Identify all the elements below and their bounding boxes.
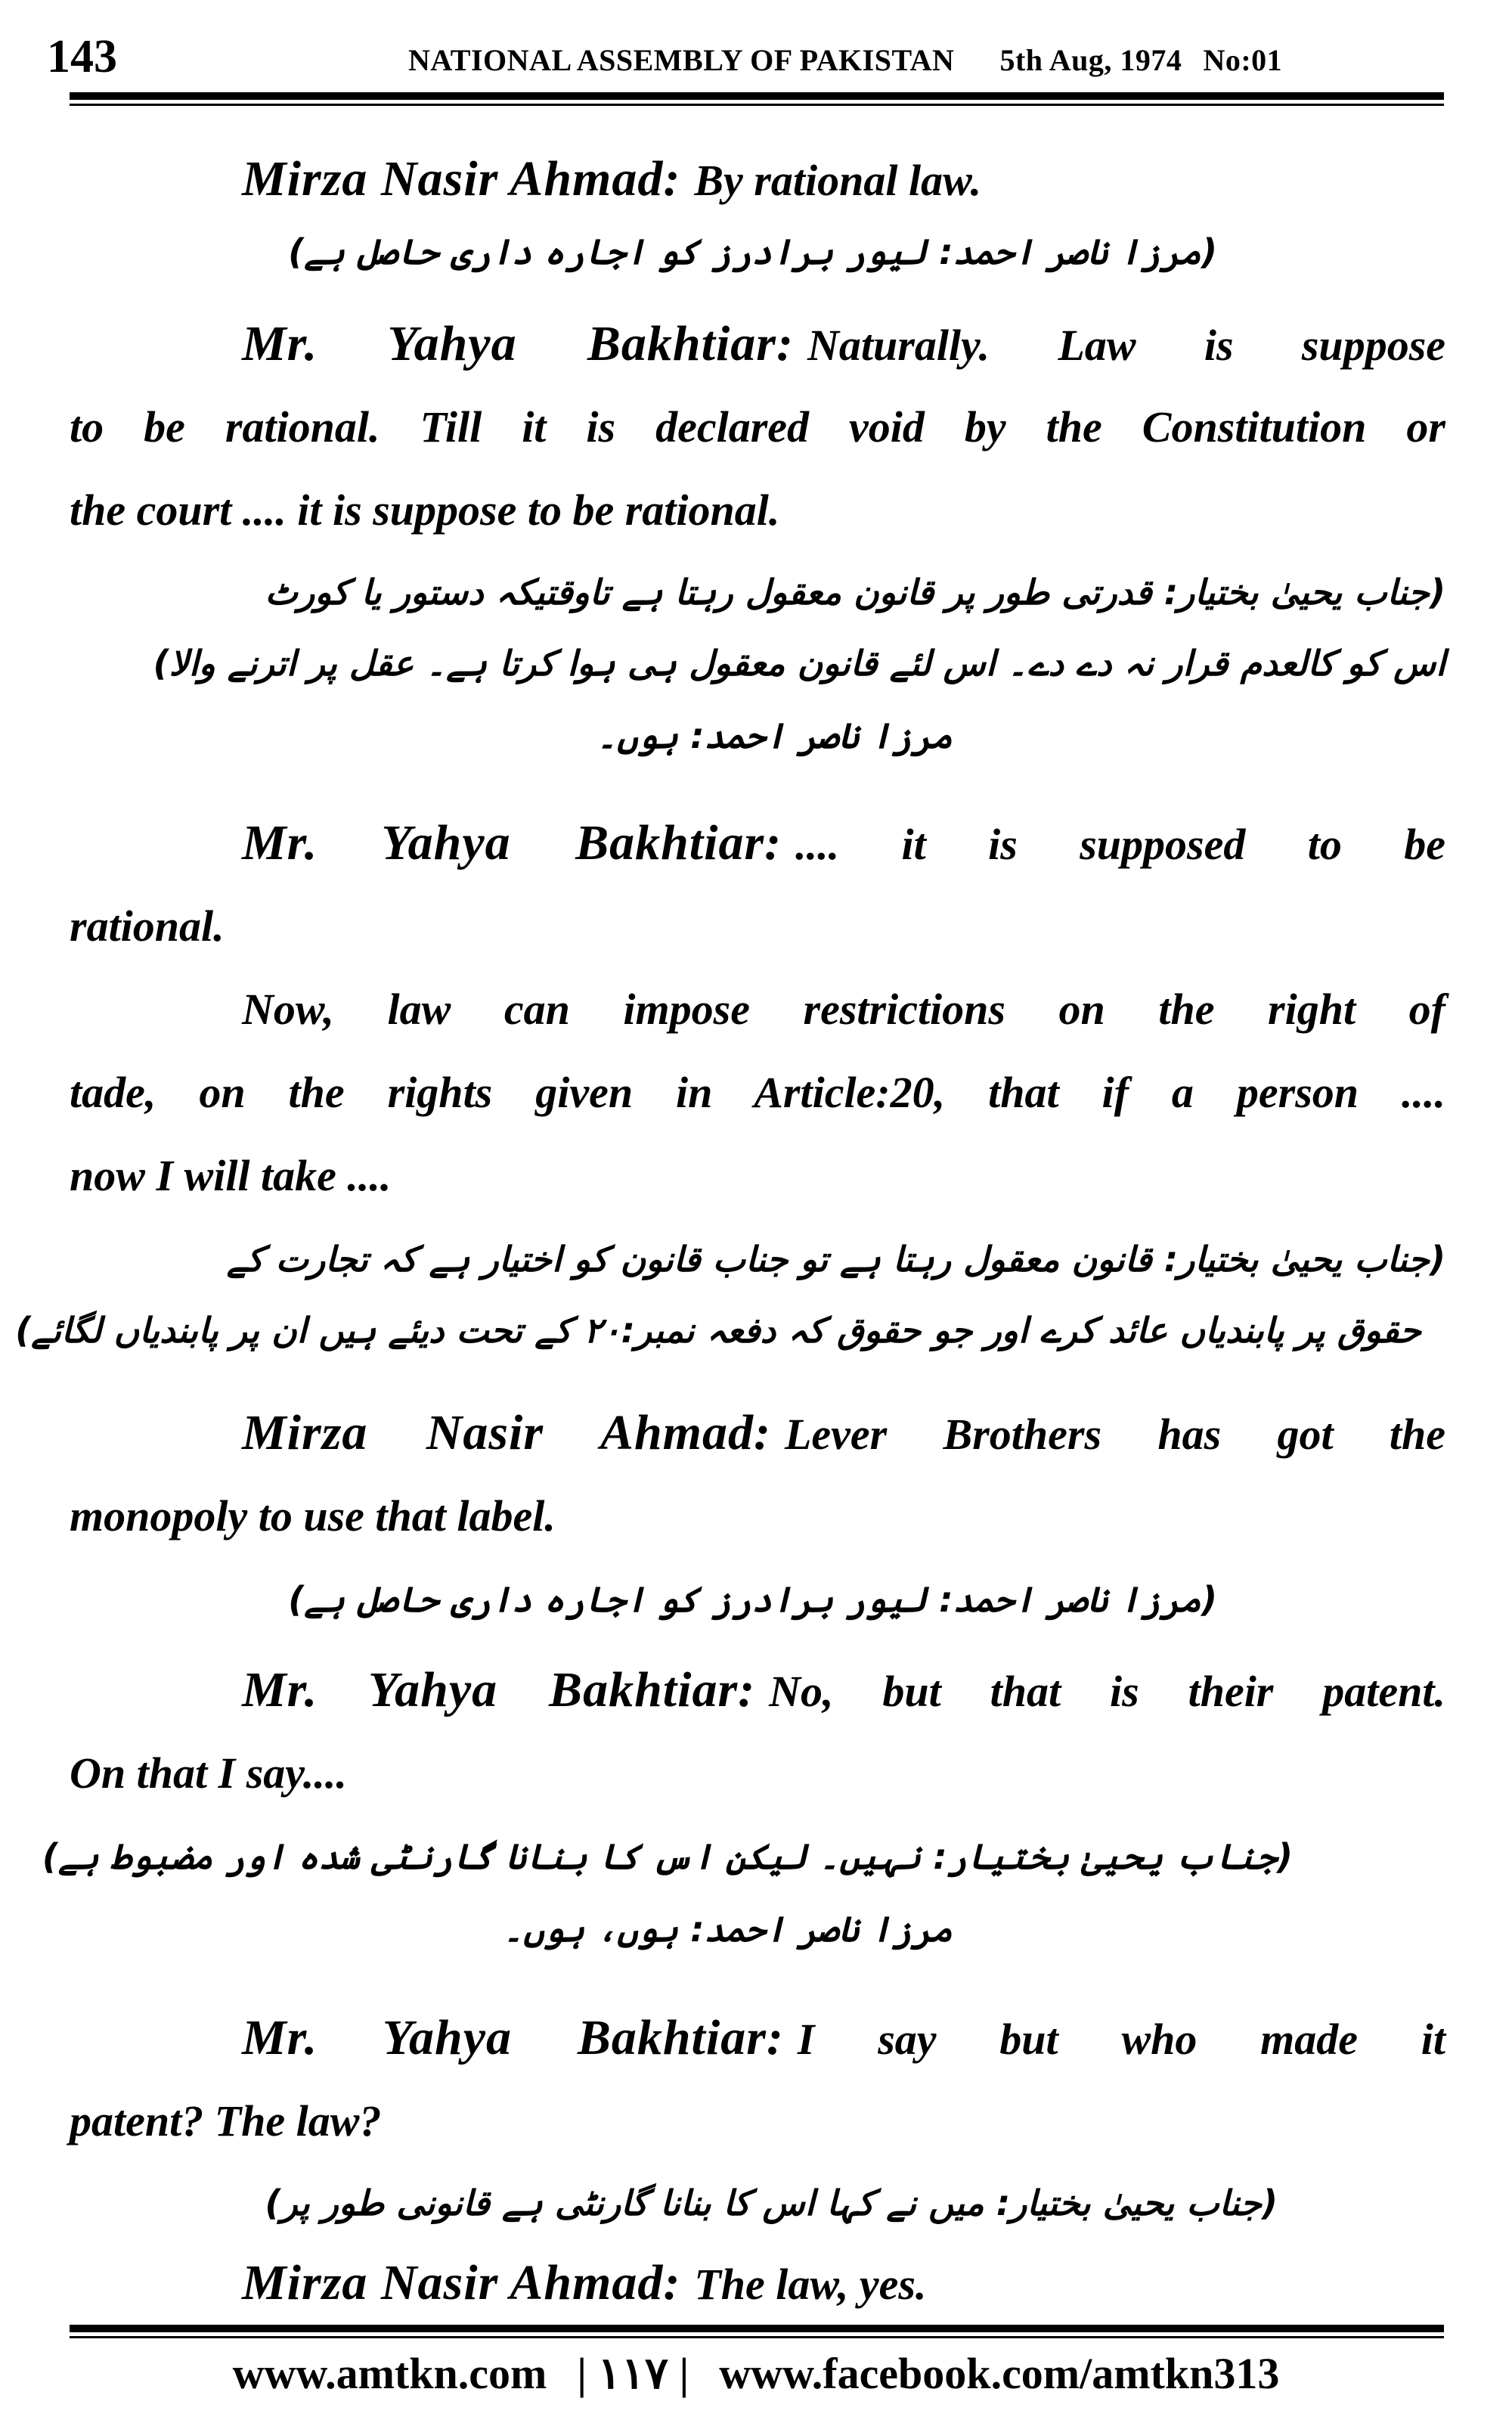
website-link[interactable]: www.amtkn.com xyxy=(232,2349,547,2398)
speech-text: I say but who made it xyxy=(797,2015,1445,2064)
speaker-name: Mr. Yahya Bakhtiar: xyxy=(242,815,782,870)
speech-line: Now, law can impose restrictions on the right of xyxy=(242,985,1445,1034)
speech-line: monopoly to use that label. xyxy=(70,1491,556,1540)
speaker-name: Mirza Nasir Ahmad: xyxy=(242,1405,771,1460)
speech-line: to be rational. Till it is declared void by the Constitution or xyxy=(70,402,1445,451)
urdu-translation: (مرزا ناصر احمد: لیور برادرز کو اجارہ داری حاصل ہے) xyxy=(288,1579,1217,1620)
speech-line: now I will take .... xyxy=(70,1151,392,1200)
transcript-paragraph xyxy=(70,1392,1445,1476)
speaker-name: Mirza Nasir Ahmad: xyxy=(242,2255,681,2310)
transcript-paragraph xyxy=(70,2242,1445,2326)
header-rule-thick xyxy=(70,92,1444,100)
speech-line: On that I say.... xyxy=(70,1748,347,1798)
speech-text: By rational law. xyxy=(694,156,982,205)
urdu-translation: (مرزا ناصر احمد: لیور برادرز کو اجارہ داری حاصل ہے) xyxy=(288,231,1217,272)
transcript-paragraph xyxy=(70,1996,1445,2081)
page-number: 143 xyxy=(47,31,117,82)
header-rule-thin xyxy=(70,104,1444,106)
speech-line: rational. xyxy=(70,901,225,951)
footer-rule-thick xyxy=(70,2325,1444,2332)
speech-text: No, but that is their patent. xyxy=(769,1667,1445,1716)
urdu-translation: مرزا ناصر احمد: ہوں، ہوں۔ xyxy=(503,1909,953,1950)
urdu-translation: (جناب یحییٰ بختیار: نہیں۔ لیکن اس کا بنانا گارنٹی شدہ اور مضبوط ہے) xyxy=(42,1836,1293,1877)
speech-text: .... it is supposed to be xyxy=(795,820,1445,869)
speech-line: patent? The law? xyxy=(70,2096,382,2145)
speech-line: tade, on the rights given in Article:20, that if a person .... xyxy=(70,1068,1445,1117)
footer xyxy=(0,2347,1512,2399)
urdu-translation: (جناب یحییٰ بختیار: قانون معقول رہتا ہے تو جناب قانون کو اختیار ہے کہ تجارت کے xyxy=(226,1239,1445,1280)
urdu-translation: (جناب یحییٰ بختیار: قدرتی طور پر قانون معقول رہتا ہے تاوقتیکہ دستور یا کورٹ xyxy=(265,572,1445,613)
issue-number: No:01 xyxy=(1203,43,1283,77)
urdu-translation: مرزا ناصر احمد: ہوں۔ xyxy=(596,715,953,756)
transcript-paragraph xyxy=(70,302,1445,387)
urdu-translation: اس کو کالعدم قرار نہ دے دے۔ اس لئے قانون معقول ہی ہوا کرتا ہے۔ عقل پر اترنے والا) xyxy=(153,643,1445,684)
transcript-paragraph xyxy=(70,1649,1445,1733)
transcript-paragraph xyxy=(70,138,1445,222)
speech-text: Naturally. Law is suppose xyxy=(807,321,1446,370)
publication-title: NATIONAL ASSEMBLY OF PAKISTAN xyxy=(408,43,955,77)
facebook-link[interactable]: www.facebook.com/amtkn313 xyxy=(719,2349,1280,2398)
speech-line: the court .... it is suppose to be rational. xyxy=(70,486,780,535)
speech-text: The law, yes. xyxy=(694,2260,927,2309)
speech-text: Lever Brothers has got the xyxy=(784,1410,1445,1459)
speaker-name: Mr. Yahya Bakhtiar: xyxy=(242,1662,756,1717)
speaker-name: Mr. Yahya Bakhtiar: xyxy=(242,316,794,371)
running-header xyxy=(408,42,1282,78)
footer-rule-thin xyxy=(70,2336,1444,2338)
session-date: 5th Aug, 1974 xyxy=(999,43,1182,77)
speaker-name: Mr. Yahya Bakhtiar: xyxy=(242,2010,784,2065)
urdu-translation: حقوق پر پابندیاں عائد کرے اور جو حقوق کہ دفعہ نمبر:۲۰ کے تحت دیئے ہیں ان پر پابندیاں لگائے) xyxy=(15,1310,1421,1351)
urdu-translation: (جناب یحییٰ بختیار: میں نے کہا اس کا بنانا گارنٹی ہے قانونی طور پر) xyxy=(265,2183,1278,2223)
footer-page-marker: | ۱۱۷ | xyxy=(577,2349,689,2398)
transcript-paragraph xyxy=(70,802,1445,886)
speaker-name: Mirza Nasir Ahmad: xyxy=(242,151,681,206)
